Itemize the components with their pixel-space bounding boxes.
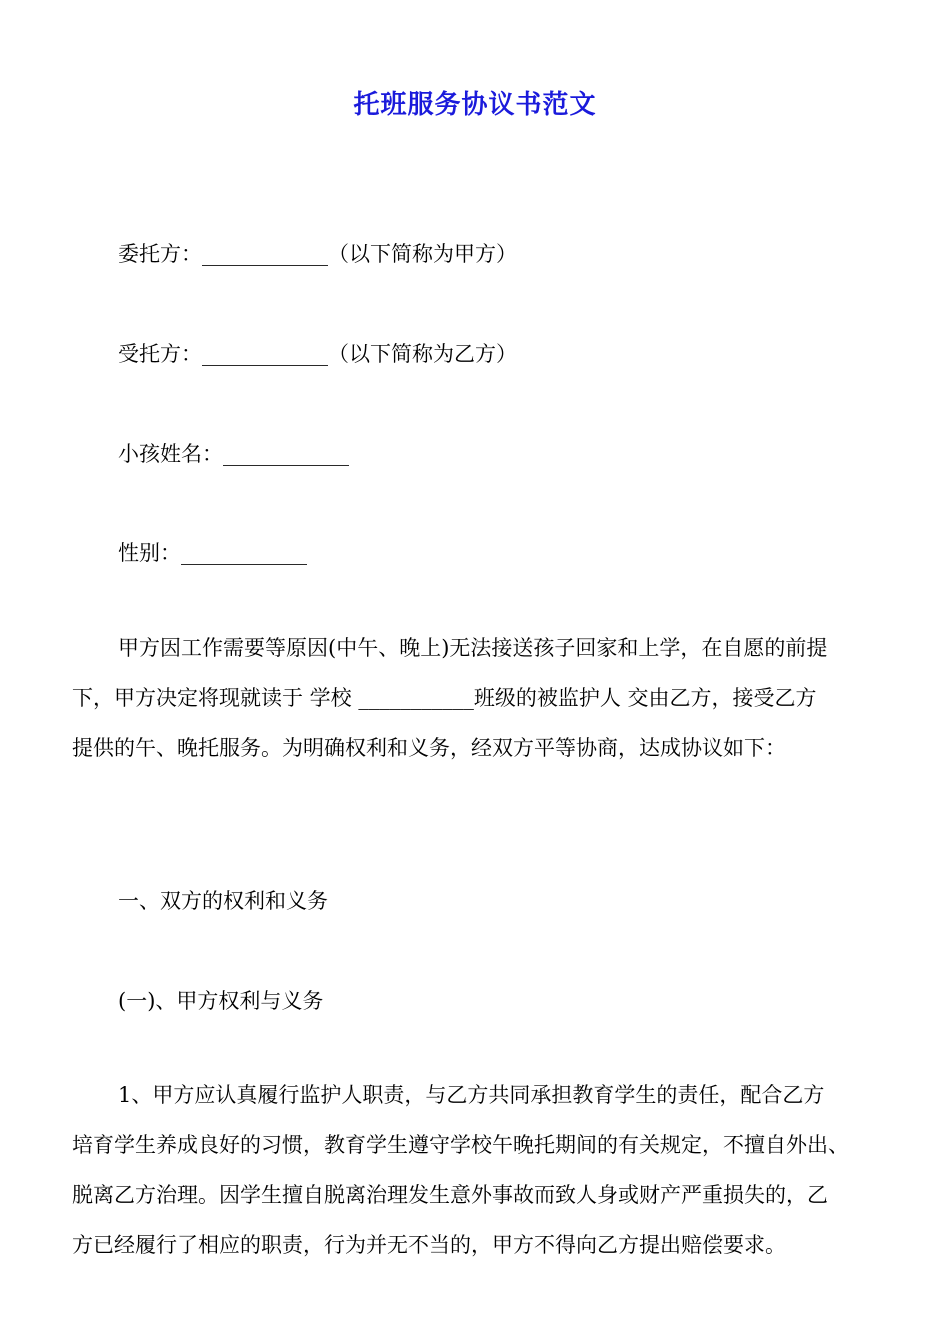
- document-title: 托班服务协议书范文: [353, 90, 597, 120]
- clause-line: 脱离乙方治理。因学生擅自脱离治理发生意外事故而致人身或财产严重损失的，乙: [72, 1183, 828, 1207]
- clause-line: 方已经履行了相应的职责，行为并无不当的，甲方不得向乙方提出赔偿要求。: [72, 1233, 786, 1257]
- client-note: （以下简称为甲方）: [328, 242, 517, 266]
- subsection-heading: (一)、甲方权利与义务: [118, 989, 324, 1013]
- child-name-field: [118, 438, 349, 468]
- gender-label: 性别：: [118, 541, 181, 565]
- agent-blank: ____________: [202, 342, 328, 366]
- agent-label: 受托方：: [118, 342, 202, 366]
- section-heading: 一、双方的权利和义务: [118, 889, 328, 913]
- clause-1-paragraph: [72, 1070, 880, 1270]
- intro-line: 甲方因工作需要等原因(中午、晚上)无法接送孩子回家和上学，在自愿的前提: [118, 636, 828, 660]
- child-name-blank: ____________: [223, 442, 349, 466]
- intro-line: 下，甲方决定将现就读于 学校 ___________班级的被监护人 交由乙方，接受乙方: [72, 686, 817, 710]
- gender-field: [118, 537, 307, 567]
- clause-line: 培育学生养成良好的习惯，教育学生遵守学校午晚托期间的有关规定，不擅自外出、: [72, 1133, 849, 1157]
- client-blank: ____________: [202, 242, 328, 266]
- agent-note: （以下简称为乙方）: [328, 342, 517, 366]
- clause-line: 1、甲方应认真履行监护人职责，与乙方共同承担教育学生的责任，配合乙方: [118, 1083, 825, 1107]
- gender-blank: ____________: [181, 541, 307, 565]
- intro-paragraph: [72, 623, 880, 773]
- agent-field: [118, 338, 517, 368]
- client-label: 委托方：: [118, 242, 202, 266]
- child-name-label: 小孩姓名：: [118, 442, 223, 466]
- intro-line: 提供的午、晚托服务。为明确权利和义务，经双方平等协商，达成协议如下：: [72, 736, 786, 760]
- client-field: [118, 238, 517, 268]
